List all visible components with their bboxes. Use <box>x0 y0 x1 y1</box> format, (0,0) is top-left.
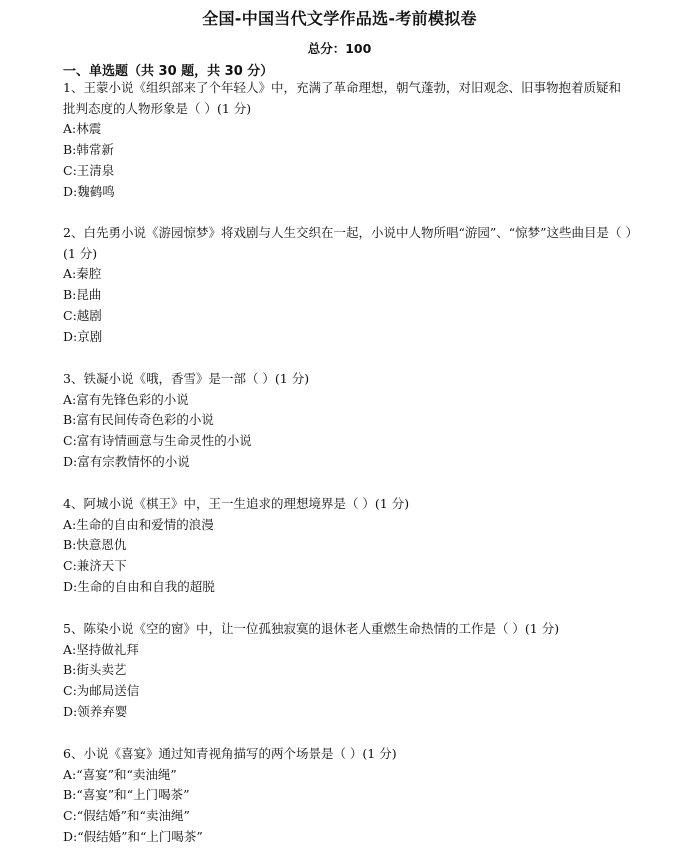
option-d: D:富有宗教情怀的小说 <box>63 453 190 469</box>
option-a: A:秦腔 <box>63 266 102 282</box>
option-d: D:京剧 <box>63 328 103 344</box>
question-5 <box>63 619 633 723</box>
option-d: D:“假结婚”和“上门喝茶” <box>63 828 203 844</box>
question-2 <box>63 223 633 347</box>
question-stem: 5、陈染小说《空的窗》中，让一位孤独寂寞的退休老人重燃生命热情的工作是（ ）(1 分) <box>63 621 560 636</box>
question-stem: 6、小说《喜宴》通过知青视角描写的两个场景是（ ）(1 分) <box>63 746 397 761</box>
option-c: C:王清泉 <box>63 162 115 178</box>
question-stem: 3、铁凝小说《哦，香雪》是一部（ ）(1 分) <box>63 371 310 386</box>
option-a: A:林震 <box>63 121 102 137</box>
section-heading: 一、单选题（共 30 题，共 30 分） <box>63 64 274 79</box>
question-stem: 4、阿城小说《棋王》中，王一生追求的理想境界是（ ）(1 分) <box>63 496 410 511</box>
option-c: C:越剧 <box>63 307 102 323</box>
option-c: C:兼济天下 <box>63 558 127 574</box>
option-c: C:“假结婚”和“卖油绳” <box>63 808 190 824</box>
option-c: C:富有诗情画意与生命灵性的小说 <box>63 433 252 449</box>
option-b: B:“喜宴”和“上门喝茶” <box>63 787 190 803</box>
question-4 <box>63 494 633 598</box>
option-a: A:富有先锋色彩的小说 <box>63 391 189 407</box>
option-d: D:生命的自由和自我的超脱 <box>63 578 215 594</box>
option-a: A:“喜宴”和“卖油绳” <box>63 766 177 782</box>
option-b: B:快意恩仇 <box>63 537 127 553</box>
option-a: A:坚持做礼拜 <box>63 641 139 657</box>
exam-title: 全国-中国当代文学作品选-考前模拟卷 <box>202 9 477 28</box>
question-stem: 2、白先勇小说《游园惊梦》将戏剧与人生交织在一起，小说中人物所唱“游园”、“惊梦”这些曲目是（ ）(1 分) <box>63 225 632 261</box>
total-score: 总分：100 <box>307 41 372 56</box>
option-a: A:生命的自由和爱情的浪漫 <box>63 516 214 532</box>
option-d: D:领养弃婴 <box>63 703 128 719</box>
question-6 <box>63 744 633 848</box>
option-d: D:魏鹤鸣 <box>63 183 115 199</box>
option-c: C:为邮局送信 <box>63 683 140 699</box>
option-b: B:富有民间传奇色彩的小说 <box>63 412 214 428</box>
option-b: B:街头卖艺 <box>63 662 127 678</box>
question-stem: 1、王蒙小说《组织部来了个年轻人》中，充满了革命理想，朝气蓬勃，对旧观念、旧事物抱着质疑和批判态度的人物形象是（ ）(1 分) <box>63 80 621 116</box>
question-3 <box>63 369 633 473</box>
question-1 <box>63 78 633 202</box>
option-b: B:韩常新 <box>63 142 114 158</box>
option-b: B:昆曲 <box>63 287 102 303</box>
